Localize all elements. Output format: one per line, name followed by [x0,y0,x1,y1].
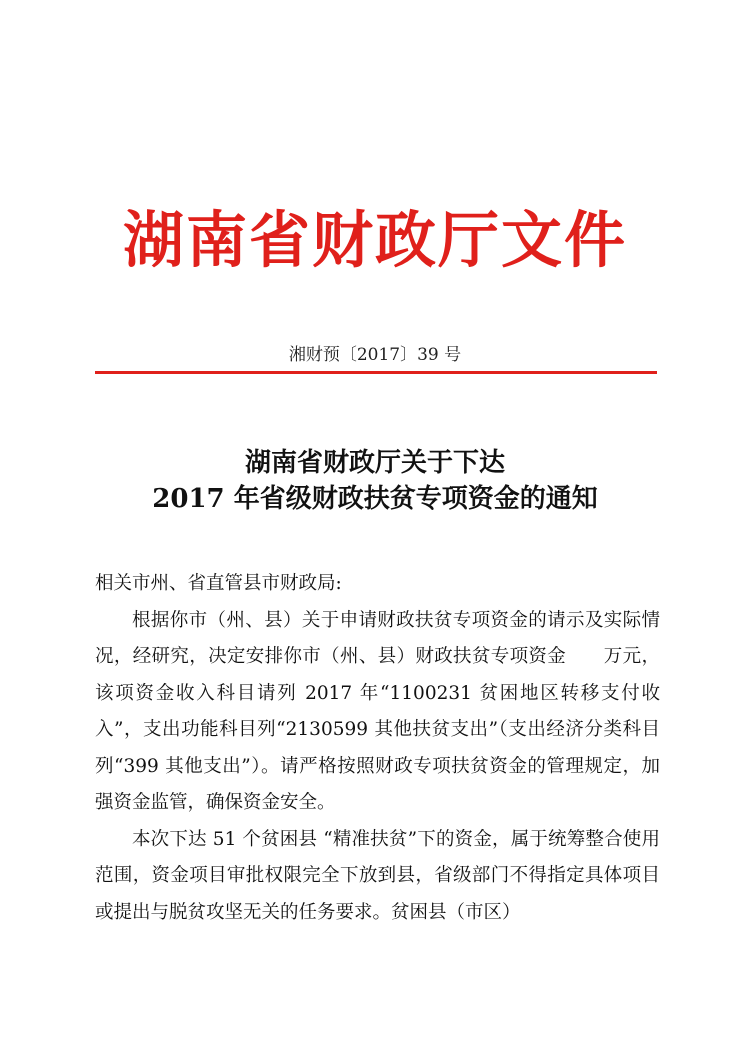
body-paragraph: 根据你市（州、县）关于申请财政扶贫专项资金的请示及实际情况，经研究，决定安排你市（州、县）财政扶贫专项资金 万元，该项资金收入科目请列 2017 年“1100231 贫困地区转移支付收入”，支出功能科目列“2130599 其他扶贫支出”（支出经济分类科目列“399 其他支出”）。请严格按照财政专项扶贫资金的管理规定，加强资金监管，确保资金安全。 [95,609,660,813]
document-title [0,445,750,517]
title-line-2: 2017 年省级财政扶贫专项资金的通知 [152,484,598,514]
red-divider-line [95,371,657,374]
document-body [95,566,660,931]
salutation: 相关市州、省直管县市财政局: [95,573,342,594]
body-paragraph: 本次下达 51 个贫困县 “精准扶贫”下的资金，属于统筹整合使用范围，资金项目审批权限完全下放到县，省级部门不得指定具体项目或提出与脱贫攻坚无关的任务要求。贫困县（市区） [95,828,660,923]
document-number: 湘财预〔2017〕39 号 [288,345,462,365]
title-line-1: 湖南省财政厅关于下达 [244,448,505,478]
issuer-masthead: 湖南省财政厅文件 [122,205,627,276]
